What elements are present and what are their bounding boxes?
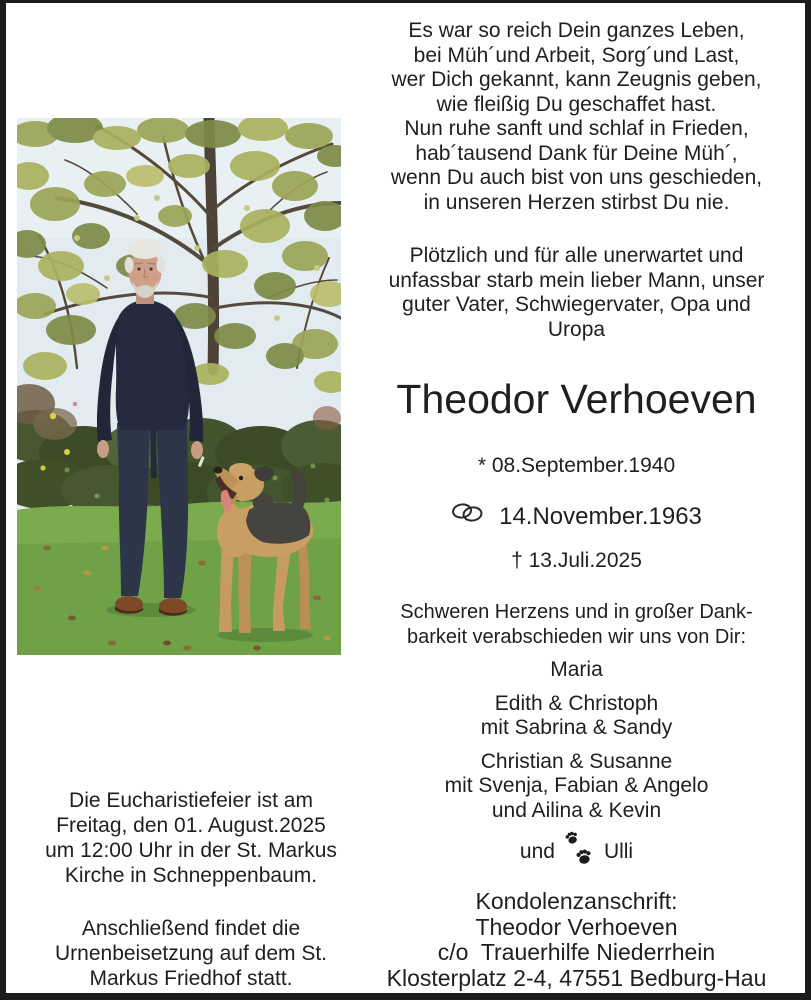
text-line: bei Müh´und Arbeit, Sorg´und Last, [413, 43, 740, 67]
text-line: mit Svenja, Fabian & Angelo [444, 774, 709, 797]
text-line: guter Vater, Schwiegervater, Opa und [402, 293, 751, 316]
eucharist-service-info [24, 788, 358, 888]
text-line: Es war so reich Dein ganzes Leben, [408, 19, 745, 42]
text-line: barkeit verabschieden wir uns von Dir: [406, 625, 747, 648]
text-line: Die Eucharistiefeier ist am [69, 789, 313, 812]
text-line: Theodor Verhoeven [475, 913, 678, 940]
text-line: wie fleißig Du geschaffet hast. [436, 92, 717, 116]
notice-text-column [354, 3, 799, 993]
memorial-poem [354, 19, 799, 215]
text-line: Nun ruhe sanft und schlaf in Frieden, [404, 117, 749, 140]
pet-line-prefix: und [519, 840, 555, 863]
text-line: Edith & Christoph [494, 691, 659, 715]
wedding-rings-icon [451, 501, 484, 532]
deceased-name: Theodor Verhoeven [396, 376, 757, 422]
mourner-group [354, 692, 799, 741]
text-line: wenn Du auch bist von uns geschieden, [390, 166, 763, 189]
condolence-address [354, 889, 799, 991]
text-line: Christian & Susanne [480, 749, 673, 773]
text-line: Uropa [547, 317, 606, 341]
text-line: hab´tausend Dank für Deine Müh´, [415, 141, 738, 165]
text-line: und Ailina & Kevin [491, 798, 662, 822]
mourner-group [354, 750, 799, 824]
text-line: Klosterplatz 2-4, 47551 Bedburg-Hau [386, 964, 767, 991]
text-line: c/o Trauerhilfe Niederrhein [437, 939, 716, 965]
text-line: Plötzlich und für alle unerwartet und [409, 244, 744, 267]
text-line: Urnenbeisetzung auf dem St. [55, 942, 327, 965]
mourner-group [354, 658, 799, 683]
pet-name: Ulli [603, 840, 634, 863]
text-line: Maria [550, 658, 603, 681]
text-line: um 12:00 Uhr in der St. Markus [45, 839, 337, 862]
text-line: Schweren Herzens und in großer Dank- [400, 601, 753, 623]
text-line: mit Sabrina & Sandy [480, 716, 673, 739]
text-line: Freitag, den 01. August.2025 [56, 814, 326, 837]
birth-date: * 08.September.1940 [477, 454, 676, 477]
text-line: unfassbar starb mein lieber Mann, unser [388, 268, 765, 292]
text-line: Kirche in Schneppenbaum. [64, 864, 318, 887]
marriage-date [354, 501, 799, 532]
farewell-intro [354, 600, 799, 649]
burial-info [24, 916, 358, 991]
life-dates [354, 453, 799, 574]
death-announcement [354, 244, 799, 342]
death-date: † 13.Juli.2025 [511, 549, 642, 572]
text-line: Kondolenzanschrift: [475, 888, 678, 914]
service-info-column [24, 3, 358, 993]
pet-mourner-line [354, 830, 799, 875]
text-line: in unseren Herzen stirbst Du nie. [423, 190, 730, 214]
marriage-date-text: 14.November.1963 [499, 502, 702, 530]
paw-prints-icon [564, 830, 595, 875]
text-line: wer Dich gekannt, kann Zeugnis geben, [391, 68, 762, 91]
text-line: Anschließend findet die [81, 917, 301, 940]
text-line: Markus Friedhof statt. [89, 967, 293, 990]
farewell-section [354, 600, 799, 875]
